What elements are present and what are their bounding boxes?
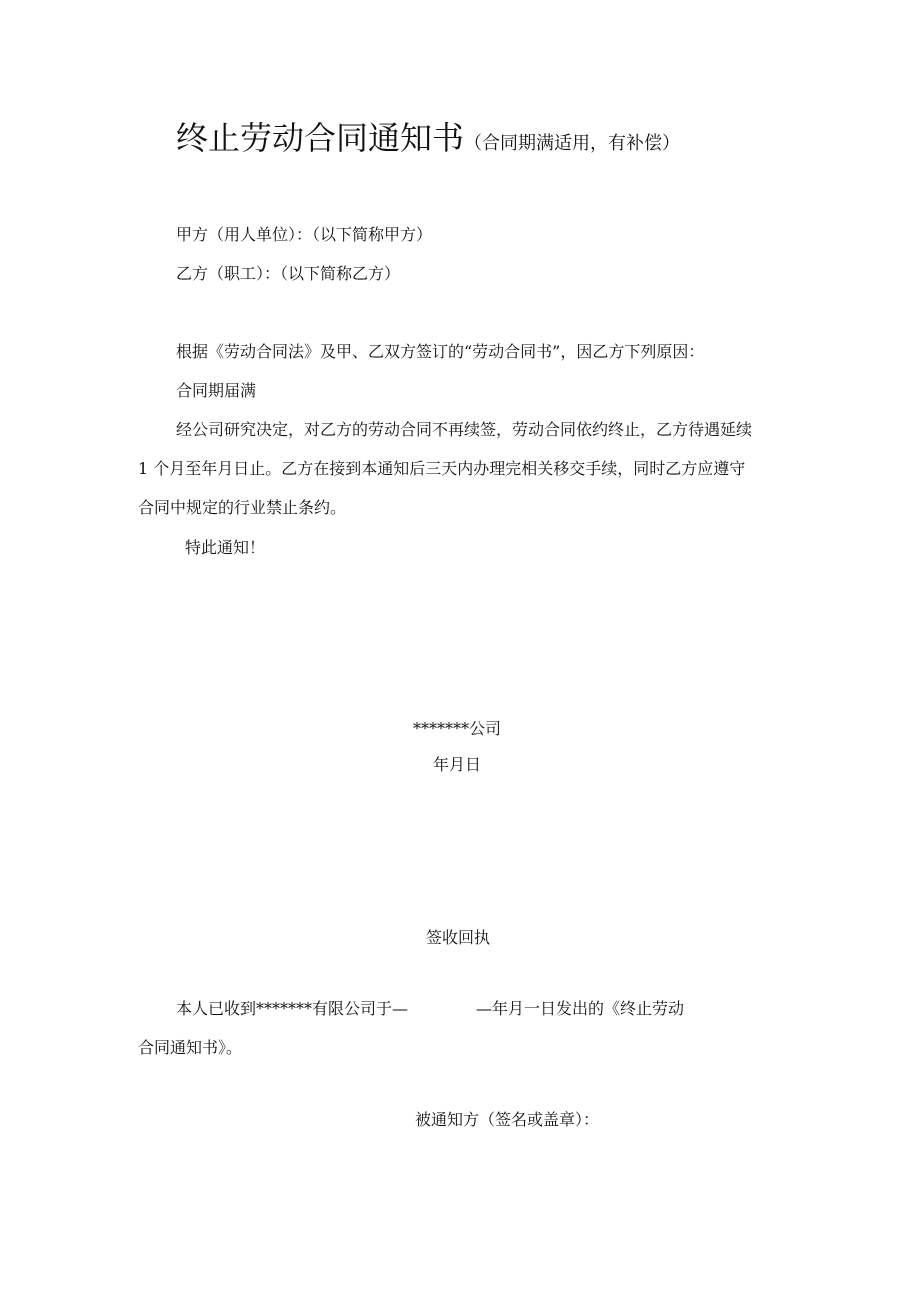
receipt-line-1-start: 本人已收到*******有限公司于— (176, 999, 409, 1018)
body-paragraph-2-line-1: 经公司研究决定，对乙方的劳动合同不再续签，劳动合同依约终止，乙方待遇延续 (176, 420, 753, 439)
closing-phrase: 特此通知！ (185, 538, 266, 557)
company-signature: *******公司 (413, 719, 502, 738)
notice-title (176, 116, 680, 166)
title-subtitle: （合同期满适用，有补偿） (464, 133, 681, 154)
signature-date: 年月日 (433, 755, 482, 774)
body-paragraph-2-line-3: 合同中规定的行业禁止条约。 (138, 498, 347, 517)
party-a-line: 甲方（用人单位）：（以下简称甲方） (176, 225, 433, 244)
body-paragraph-1: 根据《劳动合同法》及甲、乙双方签订的“劳动合同书”，因乙方下列原因： (176, 342, 705, 361)
receipt-title: 签收回执 (426, 928, 491, 947)
receipt-line-2: 合同通知书》。 (138, 1038, 243, 1057)
signer-field-label: 被通知方（签名或盖章）： (415, 1110, 600, 1129)
party-b-line: 乙方（职工）：（以下简称乙方） (176, 264, 401, 283)
receipt-line-1-end: —年月一日发出的《终止劳动 (476, 999, 685, 1018)
body-paragraph-2-line-2: 1 个月至年月日止。乙方在接到本通知后三天内办理完相关移交手续，同时乙方应遵守 (138, 459, 746, 478)
title-text: 终止劳动合同通知书 (176, 119, 465, 157)
termination-reason: 合同期届满 (176, 381, 257, 400)
